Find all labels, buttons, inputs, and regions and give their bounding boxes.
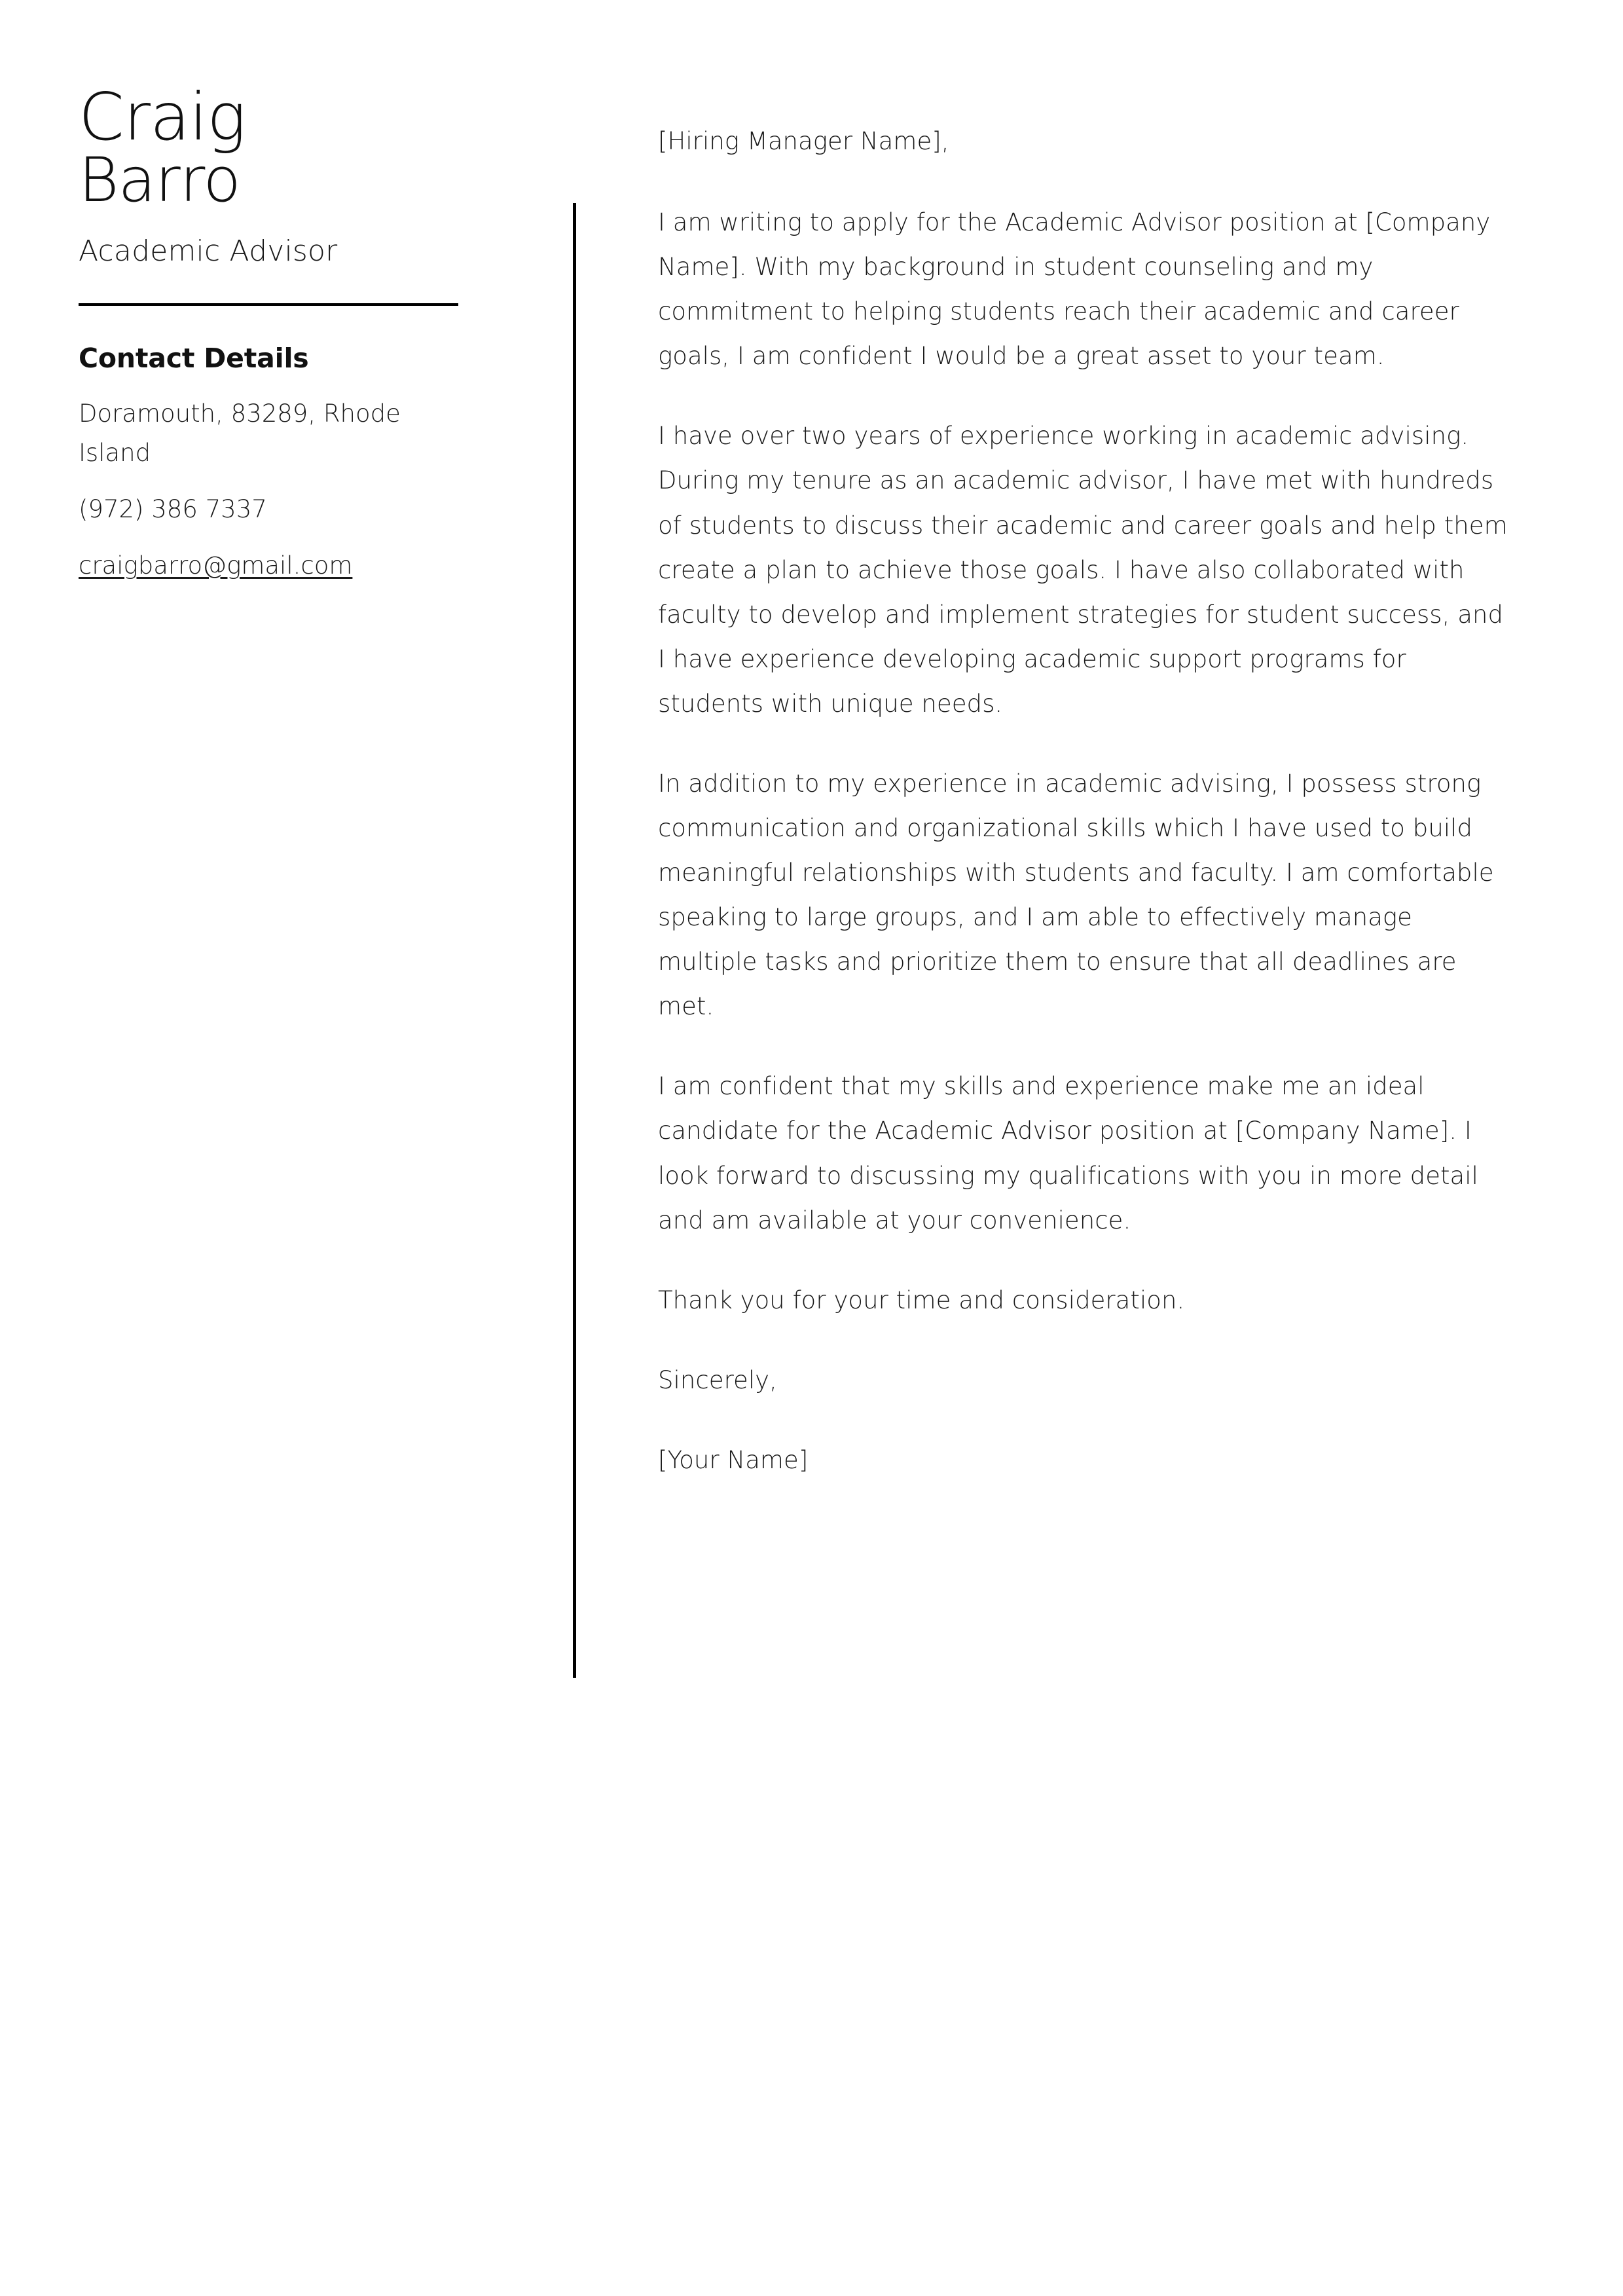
contact-address: Doramouth, 83289, Rhode Island bbox=[79, 399, 401, 468]
sidebar-divider-rule bbox=[79, 303, 458, 306]
letter-thanks: Thank you for your time and consideration. bbox=[658, 1286, 1185, 1314]
candidate-name bbox=[79, 79, 471, 216]
contact-phone[interactable]: (972) 386 7337 bbox=[79, 495, 267, 524]
contact-details-list bbox=[79, 394, 471, 585]
candidate-first-name: Craig bbox=[79, 79, 246, 155]
letter-paragraph-2: I have over two years of experience working in academic advising. During my tenure as an academic advisor, I have met with hundreds of students to discuss their academic and career goals and help them create a plan to achieve those goals. I have also collaborated with faculty to develop and implement strategies for student success, and I have experience developing academic support programs for students with unique needs. bbox=[658, 422, 1508, 718]
candidate-job-title: Academic Advisor bbox=[79, 234, 338, 268]
letter-sign-off: Sincerely, bbox=[658, 1365, 777, 1394]
contact-email-link[interactable]: craigbarro@gmail.com bbox=[79, 551, 353, 580]
letter-paragraph-4: I am confident that my skills and experience make me an ideal candidate for the Academic Advisor position at [Company Name]. I look forward to discussing my qualifications with you in more detail and am available at your convenience. bbox=[658, 1072, 1478, 1234]
contact-details-heading: Contact Details bbox=[79, 343, 309, 375]
column-divider bbox=[573, 203, 576, 1678]
letter-signature-name: [Your Name] bbox=[658, 1445, 809, 1474]
letter-body bbox=[658, 119, 1509, 1483]
letter-paragraph-1: I am writing to apply for the Academic Advisor position at [Company Name]. With my background in student counseling and my commitment to helping students reach their academic and career goals, I am confident I would be a great asset to your team. bbox=[658, 208, 1491, 371]
sidebar bbox=[79, 79, 471, 585]
letter-paragraph-3: In addition to my experience in academic advising, I possess strong communication and organizational skills which I have used to build meaningful relationships with students and faculty. I am comfortable speaking to large groups, and I am able to effectively manage multiple tasks and prioritize them to ensure that all deadlines are met. bbox=[658, 769, 1494, 1021]
letter-salutation: [Hiring Manager Name], bbox=[658, 127, 949, 155]
candidate-last-name: Barro bbox=[79, 145, 240, 216]
